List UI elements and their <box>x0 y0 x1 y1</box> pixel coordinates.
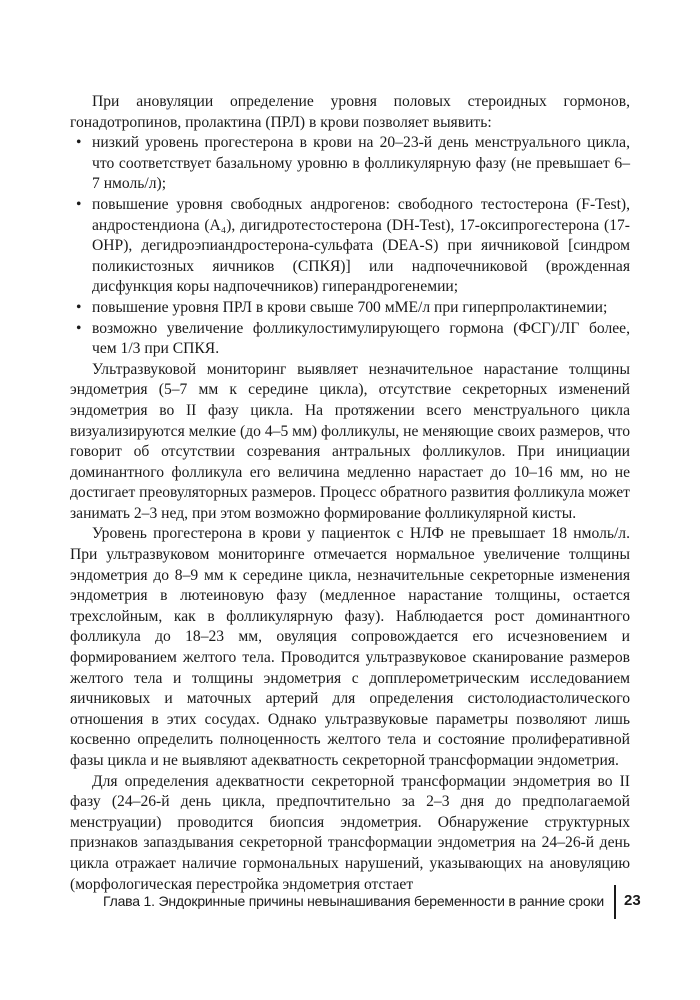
running-footer <box>0 885 700 919</box>
page-number: 23 <box>624 892 641 909</box>
paragraph-ultrasound: Ультразвуковой мониторинг выявляет незначительное нарастание толщины эндометрия (5–7 мм к середине цикла), отсутствие секреторных изменений эндометрия во II фазу цикла. На протяжении всего менструального цикла визуализируются мелкие (до 4–5 мм) фолликулы, не меняющие своих размеров, что говорит об отсутствии созревания антральных фолликулов. При инициации доминантного фолликула его величина медленно нарастает до 10–16 мм, но не достигает преовуляторных размеров. Процесс обратного развития фолликула может занимать 2–3 нед, при этом возможно формирование фолликулярной кисты. <box>70 360 630 522</box>
list-item: • низкий уровень прогестерона в крови на 20–23-й день менструального цикла, что соответствует базальному уровню в фолликулярную фазу (не превышает 6–7 нмоль/л); <box>70 133 630 195</box>
paragraph-intro: При ановуляции определение уровня половых стероидных гормонов, гонадотропинов, пролактина (ПРЛ) в крови позволяет выявить: <box>70 93 630 131</box>
list-item: • повышение уровня ПРЛ в крови свыше 700 мМЕ/л при гиперпролактинемии; <box>70 298 630 319</box>
list-item: • возможно увеличение фолликулостимулирующего гормона (ФСГ)/ЛГ более, чем 1/3 при СПКЯ. <box>70 319 630 360</box>
list-item: • повышение уровня свободных андрогенов: свободного тестостерона (F-Test), андростендиона (A₄), дигидротестостерона (DH-Test), 17-оксипрогестерона (17-OHP), дегидроэпиандростерона-сульфата (DEA-S) при яичниковой [синдром поликистозных яичников (СПКЯ)] или надпочечниковой (врожденная дисфункция коры надпочечников) гиперандрогенемии; <box>70 195 630 298</box>
hormone-findings-list <box>70 133 630 360</box>
paragraph-progesterone: Уровень прогестерона в крови у пациенток с НЛФ не превышает 18 нмоль/л. При ультразвуковом мониторинге отмечается нормальное увеличение толщины эндометрия до 8–9 мм к середине цикла, незначительные секреторные изменения эндометрия в лютеиновую фазу (медленное нарастание толщины, остается трехслойным, как в фолликулярную фазу). Наблюдается рост доминантного фолликула до 18–23 мм, овуляция сопровождается его исчезновением и формированием желтого тела. Проводится ультразвуковое сканирование размеров желтого тела и толщины эндометрия с допплерометрическим исследованием яичниковых и маточных артерий для определения систолодиастолического отношения в этих сосудах. Однако ультразвуковые параметры позволяют лишь косвенно определить полноценность желтого тела и состояние пролиферативной фазы цикла и не выявляют адекватность секреторной трансформации эндометрия. <box>70 525 630 769</box>
chapter-title: Глава 1. Эндокринные причины невынашивания беременности в ранние сроки <box>103 893 604 909</box>
footer-divider <box>614 885 616 919</box>
page-body <box>70 92 630 895</box>
paragraph-biopsy: Для определения адекватности секреторной трансформации эндометрия во II фазу (24–26-й день цикла, предпочтительно за 2–3 дня до предполагаемой менструации) проводится биопсия эндометрия. Обнаружение структурных признаков запаздывания секреторной трансформации эндометрия на 24–26-й день цикла отражает наличие гормональных нарушений, указывающих на ановуляцию (морфологическая перестройка эндометрия отстает <box>70 772 630 893</box>
